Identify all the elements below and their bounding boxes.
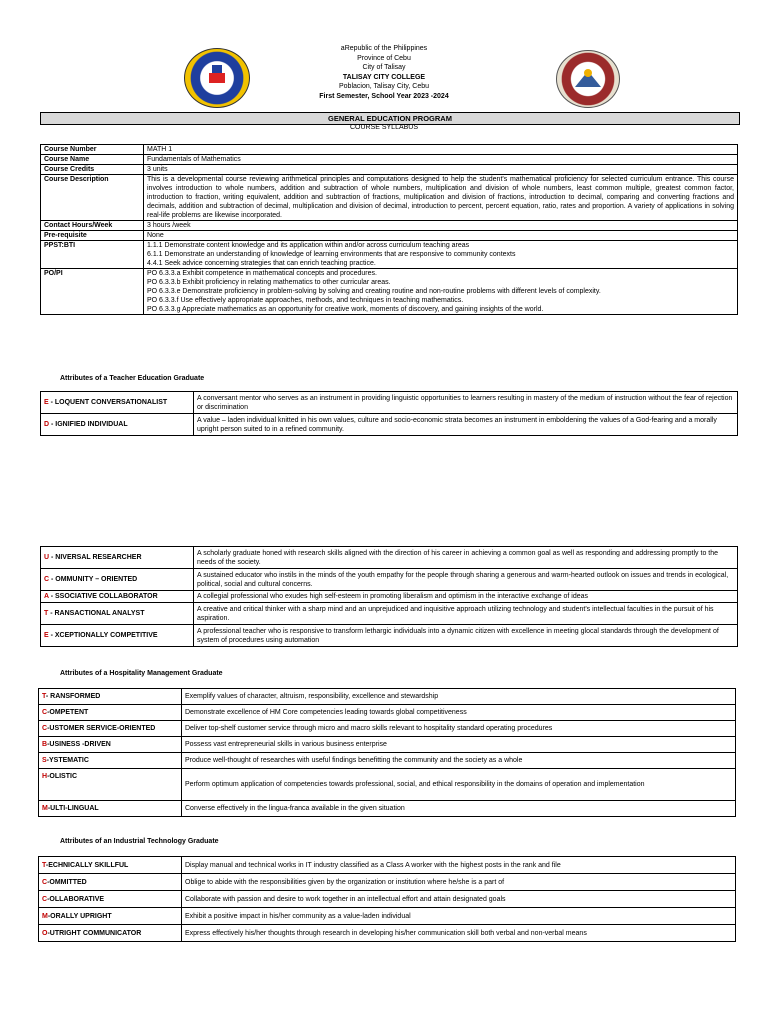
attribute-label: - IGNIFIED INDIVIDUAL: [49, 421, 128, 428]
header-line: City of Talisay: [362, 64, 406, 71]
attribute-letter: M: [42, 805, 48, 812]
attribute-label: - RANSFORMED: [45, 693, 101, 700]
table-row: [39, 689, 736, 705]
attribute-letter: E: [44, 399, 49, 406]
attribute-desc: Possess vast entrepreneurial skills in various business enterprise: [182, 737, 736, 753]
row-value: 3 units: [144, 165, 738, 175]
attribute-desc: A scholarly graduate honed with research skills aligned with the direction of his career in achieving a common goal as well as responding and addressing promptly to the needs of the society.: [194, 547, 738, 569]
attribute-name: [39, 769, 182, 801]
attribute-label: -ECHNICALLY SKILLFUL: [45, 861, 129, 869]
table-row: [41, 145, 738, 155]
course-description: This is a developmental course reviewing arithmetical principles and computations designed to help the student's mathematical proficiency for selected curriculum entrance. This course involves introduction to whole numbers, addition and subtraction of whole numbers, multiplication and division of whole numbers, least common multiple, greatest common factor, introduction to fraction, writing equivalent, addition and subtraction of fractions, multiplication and division of fractions, introduction to decimal, comparing and converting fractions and decimals, addition and subtraction of decimal, multiplication and division of decimal, introduction to percent, percent equation, ratio, rates and proportion. A variety of applications in solving real-life problems are likewise incorporated.: [144, 175, 738, 221]
row-label: Course Number: [41, 145, 144, 155]
ppst-item: 4.4.1 Seek advice concerning strategies that can enrich teaching practice.: [147, 260, 376, 267]
attribute-letter: U: [44, 554, 50, 561]
attribute-label: -ORALLY UPRIGHT: [47, 912, 112, 920]
table-row: [41, 175, 738, 221]
attribute-desc: Display manual and technical works in IT industry classified as a Class A worker with the highest posts in the rank and file: [182, 857, 736, 874]
attribute-label: -OMMITTED: [47, 878, 87, 886]
attribute-name: [39, 874, 182, 891]
section-title: Attributes of an Industrial Technology Graduate: [60, 838, 219, 845]
table-row: [39, 801, 736, 817]
attribute-name: [39, 801, 182, 817]
table-row: [39, 908, 736, 925]
table-row: [39, 925, 736, 942]
attribute-name: [39, 689, 182, 705]
attribute-letter: B: [42, 741, 48, 748]
attribute-name: [39, 891, 182, 908]
header-line: aRepublic of the Philippines: [340, 45, 428, 52]
attribute-letter: S: [42, 757, 47, 764]
attribute-label: -ULTI-LINGUAL: [47, 805, 99, 812]
attribute-letter: C: [42, 895, 48, 903]
table-row: [39, 857, 736, 874]
attribute-desc: A value – laden individual knitted in his own values, culture and socio-economic strata becomes an instrument in emboldening the values of a God-fearing and a morally upright person suited to in a refined community.: [194, 414, 738, 436]
table-row: [41, 241, 738, 269]
table-row: [39, 874, 736, 891]
attribute-name: [41, 392, 194, 414]
row-label: Course Credits: [41, 165, 144, 175]
attribute-desc: Express effectively his/her thoughts through research in developing his/her communication skill both verbal and non-verbal means: [182, 925, 736, 942]
attribute-desc: Produce well-thought of researches with useful findings benefitting the community and the society as a whole: [182, 753, 736, 769]
table-row: [41, 392, 738, 414]
attribute-label: - NIVERSAL RESEARCHER: [49, 554, 142, 561]
table-row: [39, 753, 736, 769]
header-line: Province of Cebu: [357, 54, 411, 62]
attribute-letter: C: [42, 725, 48, 732]
attribute-label: -YSTEMATIC: [46, 757, 89, 764]
table-row: [41, 231, 738, 241]
table-row: [41, 165, 738, 175]
attribute-label: - XCEPTIONALLY COMPETITIVE: [48, 632, 158, 639]
attribute-name: [39, 925, 182, 942]
attribute-desc: Perform optimum application of competencies towards professional, social, and ethical responsibility in the domains of operation and implementation: [182, 769, 736, 801]
attribute-letter: T: [42, 861, 46, 869]
attribute-desc: Exemplify values of character, altruism, responsibility, excellence and stewardship: [182, 689, 736, 705]
attribute-desc: Exhibit a positive impact in his/her community as a value-laden individual: [182, 908, 736, 925]
attribute-letter: O: [42, 929, 48, 937]
attribute-label: -UTRIGHT COMMUNICATOR: [47, 929, 142, 937]
row-value: Fundamentals of Mathematics: [144, 155, 738, 165]
row-label: PPST:BTI: [41, 241, 144, 269]
popi-list: [144, 269, 738, 315]
row-value: 3 hours /week: [144, 221, 738, 231]
row-label: Contact Hours/Week: [41, 221, 144, 231]
table-row: [41, 603, 738, 625]
program-band: GENERAL EDUCATION PROGRAM: [40, 112, 740, 125]
attribute-label: -OLLABORATIVE: [47, 895, 105, 903]
attribute-desc: Oblige to abide with the responsibilities given by the organization or institution where he/she is a part of: [182, 874, 736, 891]
document-type: COURSE SYLLABUS: [349, 124, 419, 131]
row-label: Course Name: [41, 155, 144, 165]
row-value: MATH 1: [144, 145, 738, 155]
table-row: [39, 705, 736, 721]
attribute-name: [41, 603, 194, 625]
section-title: Attributes of a Teacher Education Graduate: [60, 375, 205, 382]
college-name: TALISAY CITY COLLEGE: [342, 73, 426, 81]
popi-item: PO 6.3.3.e Demonstrate proficiency in problem-solving by solving and creating routine and non-routine problems with different levels of complexity.: [147, 288, 601, 295]
table-row: [41, 591, 738, 603]
attribute-label: - LOQUENT CONVERSATIONALIST: [48, 399, 168, 406]
attribute-letter: A: [44, 593, 49, 600]
table-row: [41, 625, 738, 647]
attribute-desc: Deliver top-shelf customer service through micro and macro skills relevant to hospitality standard operating procedures: [182, 721, 736, 737]
table-row: [39, 737, 736, 753]
hospitality-attributes-table: [38, 688, 736, 817]
attribute-label: -OLISTIC: [47, 773, 78, 780]
attribute-letter: C: [44, 576, 50, 583]
attribute-name: [39, 857, 182, 874]
row-label: PO/PI: [41, 269, 144, 315]
attribute-desc: A professional teacher who is responsive to transform lethargic individuals into a dynamic citizen with excellence in meeting glocal standards through the development of system of procedures using automation: [194, 625, 738, 647]
attribute-name: [39, 705, 182, 721]
attribute-letter: E: [44, 632, 49, 639]
attribute-name: [41, 569, 194, 591]
table-row: [39, 721, 736, 737]
attribute-label: - SSOCIATIVE COLLABORATOR: [48, 593, 158, 600]
table-row: [41, 569, 738, 591]
table-row: [41, 155, 738, 165]
industrial-attributes-table: [38, 856, 736, 942]
attribute-name: [39, 908, 182, 925]
ppst-item: 1.1.1 Demonstrate content knowledge and its application within and/or across curriculum teaching areas: [147, 242, 470, 249]
row-value: None: [144, 231, 738, 241]
attribute-letter: D: [44, 421, 50, 428]
attribute-label: -USTOMER SERVICE-ORIENTED: [47, 725, 156, 732]
section-title: Attributes of a Hospitality Management Graduate: [60, 670, 223, 677]
attribute-desc: Demonstrate excellence of HM Core competencies leading towards global competitiveness: [182, 705, 736, 721]
popi-item: PO 6.3.3.b Exhibit proficiency in relating mathematics to other curricular areas.: [147, 279, 391, 286]
table-row: [41, 269, 738, 315]
ppst-item: 6.1.1 Demonstrate an understanding of knowledge of learning environments that are responsive to community contexts: [147, 251, 516, 258]
attribute-name: [41, 547, 194, 569]
table-row: [41, 414, 738, 436]
teacher-attributes-table-2: [40, 546, 738, 647]
attribute-letter: C: [42, 709, 48, 716]
attribute-name: [39, 753, 182, 769]
attribute-desc: A conversant mentor who serves as an instrument in providing linguistic opportunities to learners resulting in mastery of the medium of instruction without the fear of rejection or discrimination: [194, 392, 738, 414]
row-label: Course Description: [41, 175, 144, 221]
course-info-table: [40, 144, 738, 315]
attribute-label: - OMMUNITY – ORIENTED: [49, 576, 138, 583]
table-row: [41, 221, 738, 231]
ppst-list: [144, 241, 738, 269]
table-row: [39, 891, 736, 908]
attribute-letter: T: [44, 610, 49, 617]
document-header: [0, 44, 768, 101]
attribute-name: [41, 591, 194, 603]
header-line: Poblacion, Talisay City, Cebu: [338, 83, 429, 90]
semester-line: First Semester, School Year 2023 -2024: [319, 92, 449, 100]
attribute-desc: A creative and critical thinker with a sharp mind and an unprejudiced and inquisitive approach utilizing technology and student's intellectual faculties in the pursuit of his aspiration.: [194, 603, 738, 625]
attribute-label: -USINESS -DRIVEN: [47, 741, 111, 748]
attribute-label: -OMPETENT: [47, 709, 89, 716]
attribute-desc: A sustained educator who instils in the minds of the youth empathy for the people through sharing a generous and warm-hearted outlook on issues and trends in ecological, political, social and cultural concerns.: [194, 569, 738, 591]
popi-item: PO 6.3.3.g Appreciate mathematics as an opportunity for creative work, moments of discovery, and gaining insights of the world.: [147, 306, 544, 313]
popi-item: PO 6.3.3.f Use effectively appropriate approaches, methods, and techniques in teaching mathematics.: [147, 297, 464, 304]
attribute-name: [41, 414, 194, 436]
teacher-attributes-table-1: [40, 391, 738, 436]
attribute-label: - RANSACTIONAL ANALYST: [48, 610, 145, 617]
popi-item: PO 6.3.3.a Exhibit competence in mathematical concepts and procedures.: [147, 270, 377, 277]
attribute-name: [41, 625, 194, 647]
attribute-letter: C: [42, 878, 48, 886]
attribute-name: [39, 737, 182, 753]
table-row: [41, 547, 738, 569]
attribute-name: [39, 721, 182, 737]
attribute-desc: A collegial professional who exudes high self-esteem in promoting liberalism and optimism in the interactive exchange of ideas: [194, 591, 738, 603]
attribute-letter: M: [42, 912, 48, 920]
attribute-desc: Collaborate with passion and desire to work together in an intellectual effort and attain designated goals: [182, 891, 736, 908]
attribute-letter: H: [42, 773, 48, 780]
row-label: Pre-requisite: [41, 231, 144, 241]
attribute-desc: Converse effectively in the lingua-franca available in the given situation: [182, 801, 736, 817]
table-row: [39, 769, 736, 801]
attribute-letter: T: [42, 693, 46, 700]
